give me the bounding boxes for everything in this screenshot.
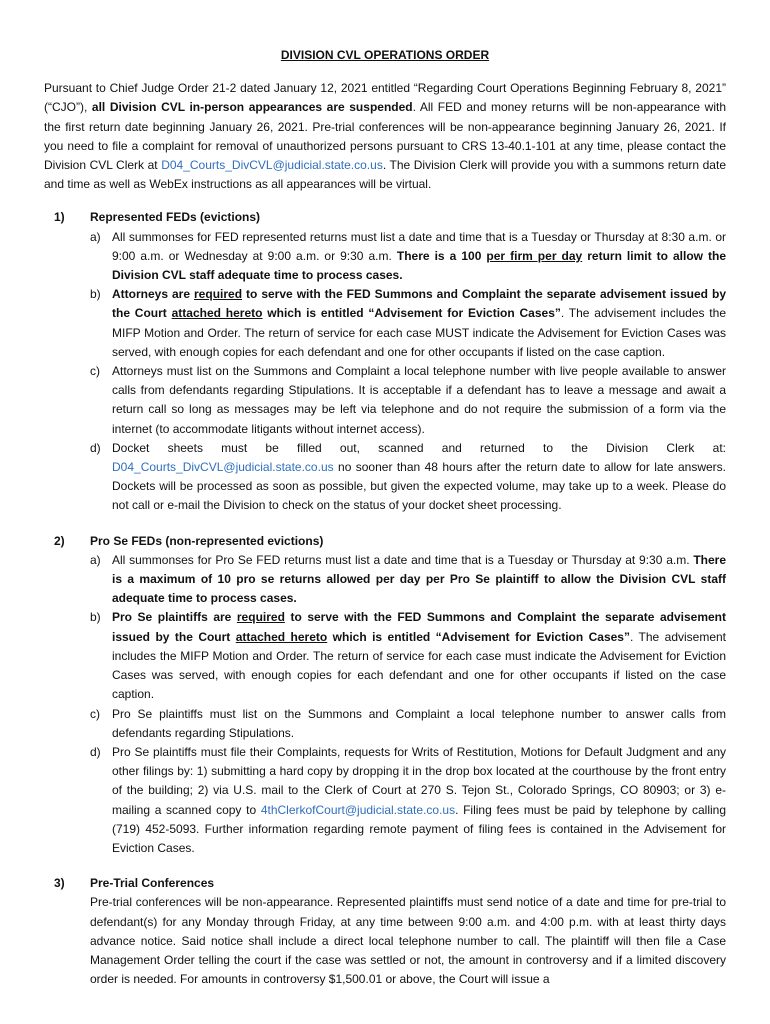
list-item [44,608,726,704]
bold-run: Pro Se plaintiffs are [112,610,237,625]
division-email-link[interactable]: D04_Courts_DivCVL@judicial.state.co.us [161,158,383,173]
item-text: Pro Se plaintiffs must list on the Summons and Complaint a local telephone number to answer calls from defendants regarding Stipulations. [112,706,726,740]
list-item [44,362,726,439]
bold-run: which is entitled “Advisement for Eviction Cases” [262,306,561,321]
underline-run: per firm per day [486,248,583,263]
item-text [112,285,726,362]
item-letter: a) [90,229,101,244]
text-run: Docket sheets must be filled out, scanned and returned to the Division Clerk at: [112,440,726,455]
text-run: Pro Se plaintiffs must file their Complaints, requests for Writs of Restitution, Motions for Default Judgment and any other filings by: 1) submitting a hard copy by dropping it in the drop box located at the courthouse by the front entry of the building; 2) via U.S. mail to the Clerk of Court at 270 S. Tejon St., Colorado Springs, CO 80903; or 3) e-mailing a scanned copy to [112,744,726,817]
text-run: . The advisement includes the MIFP Motion and Order. The return of service for each case must indicate the Advisement for Eviction Cases was served, with enough copies for each defendant and one for other occupants if listed on the case caption. [112,629,727,702]
underline-run: attached hereto [235,629,328,644]
item-letter: b) [90,610,101,625]
section-title: Pro Se FEDs (non-represented evictions) [90,533,324,548]
section-represented-feds [44,208,726,515]
intro-text-3: . The Division Clerk will provide you with a summons return date and time as well as WebEx instructions as all appearances will be virtual. [44,158,726,192]
bold-run: to serve with the FED Summons and Complaint the separate advisement issued by the Court [112,610,726,644]
section-body: Pre-trial conferences will be non-appearance. Represented plaintiffs must send notice of a date and time for pre-trial to defendant(s) for any Monday through Friday, at any time between 9:00 a.m. and 4:00 p.m. with at least thirty days advance notice. Said notice shall include a direct local telephone number to call. The plaintiff will then file a Case Management Order telling the court if the case was settled or not, the amount in controversy and if a limited discovery order is needed. For amounts in controversy $1,500.01 or above, the Court will issue a [90,895,726,987]
section-items [44,228,726,516]
item-letter: c) [90,706,100,721]
section-heading [44,874,726,893]
text-run: All summonses for FED represented returns must list a date and time that is a Tuesday or Thursday at 8:30 a.m. or 9:00 a.m. or Wednesday at 9:00 a.m. or 9:30 a.m. [112,229,726,263]
list-item [44,743,726,858]
item-letter: a) [90,552,101,567]
bold-run: to serve with the FED Summons and Complaint the separate advisement issued by the Court [112,287,726,321]
section-title: Pre-Trial Conferences [90,876,215,891]
intro-paragraph [44,79,726,194]
section-heading [44,208,726,227]
text-run: All summonses for Pro Se FED returns must list a date and time that is a Tuesday or Thursday at 9:30 a.m. [112,552,694,567]
section-pro-se-feds [44,532,726,858]
section-heading [44,532,726,551]
item-text: Attorneys must list on the Summons and Complaint a local telephone number with live people available to answer calls from defendants regarding Stipulations. It is acceptable if a defendant has to leave a message and await a return call so long as messages may be left via telephone and do not require the submission of a form via the internet (to accommodate litigants without internet access). [112,364,726,436]
bold-run: return limit to allow the Division CVL staff adequate time to process cases. [112,248,727,283]
item-letter: b) [90,287,101,302]
list-item [44,705,726,743]
item-text [112,439,726,516]
item-text [112,551,726,609]
section-number: 1) [54,210,65,225]
item-letter: c) [90,364,100,379]
intro-text-2: . All FED and money returns will be non-appearance with the first return date beginning January 26, 2021. Pre-trial conferences will be non-appearance beginning January 26, 2021. If you need to file a complaint for removal of unauthorized persons pursuant to CRS 13-40.1-101 at any time, please contact the Division CVL Clerk at [44,100,726,173]
bold-run: There is a 100 [396,248,487,263]
document-title: DIVISION CVL OPERATIONS ORDER [280,48,490,62]
section-number: 3) [54,876,65,891]
underline-run: required [236,610,285,625]
list-item [44,285,726,362]
section-title: Represented FEDs (evictions) [90,210,261,225]
list-item [44,551,726,609]
bold-run: which is entitled “Advisement for Eviction Cases” [327,629,630,644]
text-run: . Filing fees must be paid by telephone by calling (719) 452-5093. Further information regarding remote payment of filing fees is contained in the Advisement for Eviction Cases. [112,802,726,855]
section-pre-trial-conferences [44,874,726,989]
underline-run: attached hereto [171,306,263,321]
text-run: no sooner than 48 hours after the return date to allow for late answers. Dockets will be processed as soon as possible, but given the expected volume, may take up to a week. Please do not call or e-mail the Division to check on the status of your docket sheet processing. [112,460,726,513]
underline-run: required [194,287,243,302]
list-item [44,439,726,516]
text-run: . The advisement includes the MIFP Motion and Order. The return of service for each case MUST indicate the Advisement for Eviction Cases was served, with enough copies for each defendant and one for other occupants if listed on the case caption. [112,306,726,359]
item-letter: d) [90,744,101,759]
section-items [44,551,726,858]
intro-text-1: Pursuant to Chief Judge Order 21-2 dated January 12, 2021 entitled “Regarding Court Operations Beginning February 8, 2021” (“CJO”), [44,81,726,115]
list-item [44,228,726,286]
item-letter: d) [90,440,101,455]
division-email-link[interactable]: D04_Courts_DivCVL@judicial.state.co.us [112,460,334,475]
section-number: 2) [54,533,65,548]
item-text [112,608,726,704]
bold-run: Attorneys are [112,287,195,302]
item-text [112,228,726,286]
clerk-email-link[interactable]: 4thClerkofCourt@judicial.state.co.us [260,802,456,817]
intro-bold-text: all Division CVL in-person appearances are suspended [91,100,413,115]
item-text [112,743,726,858]
bold-run: There is a maximum of 10 pro se returns allowed per day per Pro Se plaintiff to allow the Division CVL staff adequate time to process cases. [112,552,726,606]
